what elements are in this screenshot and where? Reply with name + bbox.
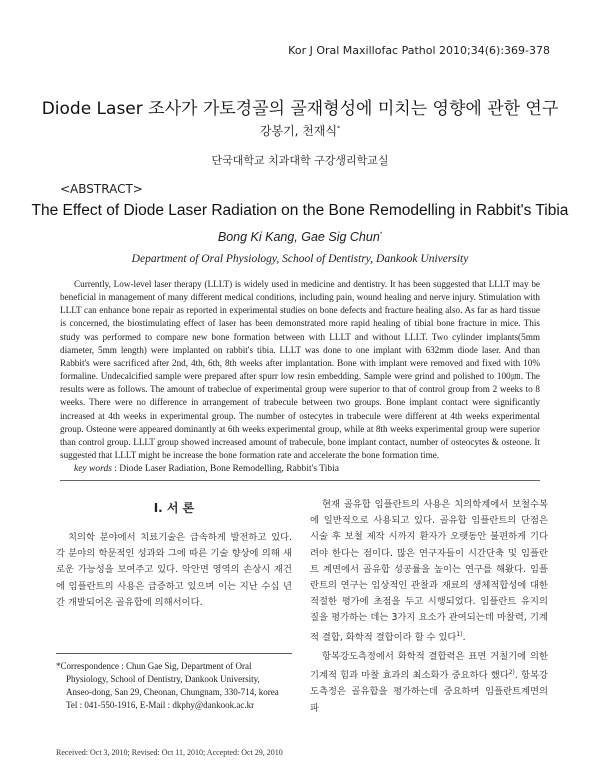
paragraph-text: 현재 골유합 임플란트의 사용은 치의학계에서 보철수복에 일반적으로 사용되고 있다. 골유합 임플란트의 단점은 시술 후 보철 제작 시까지 환자가 오랫동안 불편하게 기다려야 한다는 점이다. 많은 연구자들이 시간단축 및 임플란트 계면에서 골유합 성공률을 높이는 연구를 해왔다. 임플란트의 연구는 임상적인 관찰과 재료의 생체적합성에 대한 적절한 평가에 초점을 두고 시행되었다. 임플란트 유지의 질을 평가하는 데는 3가지 요소가 관여되는데 마찰력, 기계적 결합, 화학적 결합이라 할 수 있다 [310, 499, 548, 643]
authors-english [0, 230, 600, 244]
paragraph-text: 항복강도측정에서 화학적 결합력은 표면 거칠기에 의한 기계적 힘과 마찰 효과의 최소화가 중요하다 했다 [310, 650, 548, 682]
paper-title-korean: Diode Laser 조사가 가토경골의 골재형성에 미치는 영향에 관한 연구 [41, 99, 559, 119]
authors-english-names: Bong Ki Kang, Gae Sig Chun [217, 230, 380, 244]
left-column [56, 497, 292, 611]
intro-paragraph-right-1 [310, 497, 548, 646]
intro-paragraph-right-2 [310, 649, 548, 717]
paper-title-english: The Effect of Diode Laser Radiation on the Bone Remodelling in Rabbit's Tibia [31, 202, 569, 219]
keywords [74, 464, 544, 474]
section-heading-introduction: I. 서 론 [153, 501, 195, 515]
corresponding-mark-korean: * [337, 125, 341, 132]
keywords-text: : Diode Laser Radiation, Bone Remodelling, Rabbit's Tibia [114, 464, 339, 474]
authors-korean-names: 강봉기, 천재식 [259, 124, 338, 138]
authors-korean [0, 122, 600, 139]
reference-mark: 2) [508, 669, 515, 677]
abstract-label: <ABSTRACT> [60, 182, 143, 196]
journal-header: Kor J Oral Maxillofac Pathol 2010;34(6):369-378 [288, 44, 550, 57]
footnote-line: Anseo-dong, San 29, Cheonan, Chungnam, 330-714, korea [66, 687, 279, 697]
footnote-line: *Correspondence : Chun Gae Sig, Department of Oral [56, 661, 252, 671]
received-dates: Received: Oct 3, 2010; Revised: Oct 11, 2010; Accepted: Oct 29, 2010 [56, 748, 283, 757]
keywords-divider [60, 480, 540, 481]
footnote-line: Tel : 041-550-1916, E-Mail : dkphy@dankook.ac.kr [66, 700, 255, 710]
affiliation-english: Department of Oral Physiology, School of Dentistry, Dankook University [131, 253, 469, 265]
abstract-body: Currently, Low-level laser therapy (LLLT) is widely used in medicine and dentistry. It has been suggested that LLLT may be beneficial in management of many different medical conditions, including pain, wound healing and nerve injury. Stimulation with LLLT can enhance bone repair as reported in experimental studies on bone defects and fracture healing also. As far as hard tissue is concerned, the biostimulating effect of laser has been demonstrated more rapid healing of tibial bone fracture in mice. This study was performed to compare new bone formation between with LLLT and without LLLT. Two cylinder implants(5mm diameter, 5mm length) were implanted on rabbit's tibia. LLLT was done to one implant with 632mm diode laser. And than Rabbit's were sacrificed after 2nd, 4th, 6th, 8th weeks after implantation. Bone with implant were removed and fixed with 10% formaline. Undecalcified sample were prepared after spurr low resin embedding. Sample were grind and polished to 100㎛. The results were as follows. The amount of trabecluе of experimental group were superior to that of control group from 2 weeks to 8 weeks. There were no difference in arrangement of trabecule between two groups. Bone implant contact were significantly increased at 4th weeks in experimental group. The number of ostecytes in trabecule were different at 4th weeks experimental group. Osteone were appeared dominantly at 6th weeks experimental group, while at 8th weeks experimental group were superior than control group. LLLT group showed increased amount of trabecule, bone implant contact, number of osteocytes & osteone. It suggested that LLLT might be increase the bone formation rate and accelerate the bone formation time. [60, 279, 540, 461]
affiliation-korean: 단국대학교 치과대학 구강생리학교실 [211, 154, 389, 167]
reference-mark: 1) [456, 630, 463, 638]
paragraph-end: . [462, 631, 466, 643]
corresponding-mark-english: * [379, 231, 383, 238]
right-column [310, 497, 548, 717]
paragraph-end: . 항복강도측정은 골유합을 평가하는데 중요하며 임플란트계면의 파 [310, 670, 548, 714]
intro-paragraph-left: 치의학 분야에서 치료기술은 급속하게 발전하고 있다. 각 분야의 학문적인 성과와 그에 따른 기술 향상에 의해 새로운 가능성을 보여주고 있다. 악안면 영역의 손상시 재건에 임플란트의 사용은 급증하고 있으며 이는 지난 수십 년간 개발되어온 골유합에 의해서이다. [56, 532, 292, 608]
footnote-line: Physiology, School of Dentistry, Dankook University, [66, 674, 260, 684]
footnote-divider [56, 653, 292, 654]
correspondence-footnote [56, 660, 292, 712]
keywords-label: key words [74, 464, 112, 474]
